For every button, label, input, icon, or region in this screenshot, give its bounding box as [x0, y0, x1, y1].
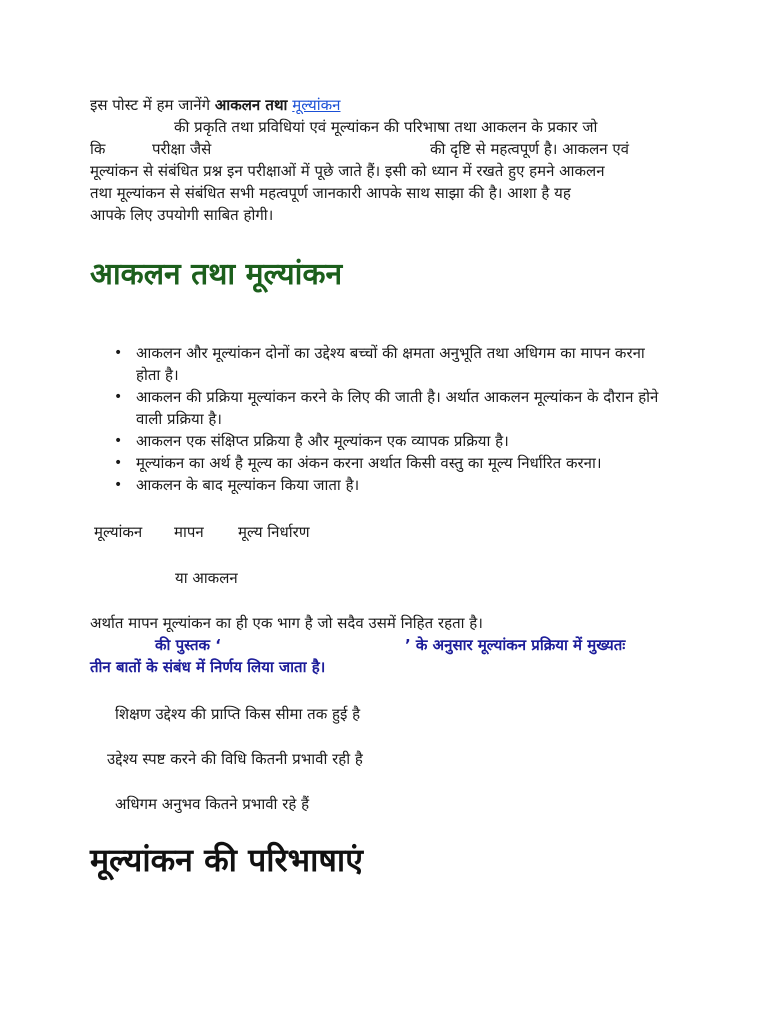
intro-line-3-c: की दृष्टि से महत्वपूर्ण है। आकलन एवं: [430, 140, 630, 158]
point-item: शिक्षण उद्देश्य की प्राप्ति किस सीमा तक हुई है: [115, 705, 361, 723]
intro-line-2: की प्रकृति तथा प्रविधियां एवं मूल्यांकन की परिभाषा तथा आकलन के प्रकार जो: [174, 118, 598, 136]
intro-bold-topic: आकलन तथा: [214, 96, 288, 114]
formula-term-measurement: मापन: [174, 523, 204, 541]
list-item: • आकलन की प्रक्रिया मूल्यांकन करने के लिए की जाती है। अर्थात आकलन मूल्यांकन के दौरान होने वाली प्रक्रिया है।: [112, 386, 672, 430]
intro-line-3-b: परीक्षा जैसे: [152, 140, 212, 158]
intro-paragraph: [90, 94, 690, 226]
evaluation-link[interactable]: मूल्यांकन: [292, 96, 341, 114]
intro-prefix: इस पोस्ट में हम जानेंगे: [90, 96, 211, 114]
book-quote-part2: ’ के अनुसार मूल्यांकन प्रक्रिया में मुख्यतः: [405, 636, 626, 654]
intro-line-4: मूल्यांकन से संबंधित प्रश्न इन परीक्षाओं में पूछे जाते हैं। इसी को ध्यान में रखते हुए हमने आकलन: [90, 162, 605, 180]
list-item: • आकलन एक संक्षिप्त प्रक्रिया है और मूल्यांकन एक व्यापक प्रक्रिया है।: [112, 430, 672, 452]
bullet-list: [112, 342, 672, 496]
intro-line-6: आपके लिए उपयोगी साबित होगी।: [90, 206, 274, 224]
intro-line-3-a: कि: [90, 140, 106, 158]
list-item: • आकलन और मूल्यांकन दोनों का उद्देश्य बच्चों की क्षमता अनुभूति तथा अधिगम का मापन करना होता है।: [112, 342, 672, 386]
intro-line-5: तथा मूल्यांकन से संबंधित सभी महत्वपूर्ण जानकारी आपके साथ साझा की है। आशा है यह: [90, 184, 571, 202]
intro-line-3: [90, 138, 690, 160]
formula-term-evaluation: मूल्यांकन: [94, 523, 143, 541]
list-item: • आकलन के बाद मूल्यांकन किया जाता है।: [112, 474, 672, 496]
formula-term-valuation: मूल्य निर्धारण: [238, 523, 310, 541]
point-item: अधिगम अनुभव कितने प्रभावी रहे हैं: [115, 795, 310, 813]
list-item: • मूल्यांकन का अर्थ है मूल्य का अंकन करना अर्थात किसी वस्तु का मूल्य निर्धारित करना।: [112, 452, 672, 474]
section-heading-assessment: आकलन तथा मूल्यांकन: [90, 257, 343, 292]
book-quote-part1: की पुस्तक ‘: [155, 636, 221, 654]
intro-line-1: [90, 94, 690, 116]
formula-alt: या आकलन: [175, 569, 238, 587]
statement-line: अर्थात मापन मूल्यांकन का ही एक भाग है जो सदैव उसमें निहित रहता है।: [90, 614, 483, 632]
section-heading-definitions: मूल्यांकन की परिभाषाएं: [90, 841, 363, 879]
point-item: उद्देश्य स्पष्ट करने की विधि कितनी प्रभावी रही है: [107, 750, 363, 768]
book-quote-line2: तीन बातों के संबंध में निर्णय लिया जाता है।: [90, 658, 326, 676]
